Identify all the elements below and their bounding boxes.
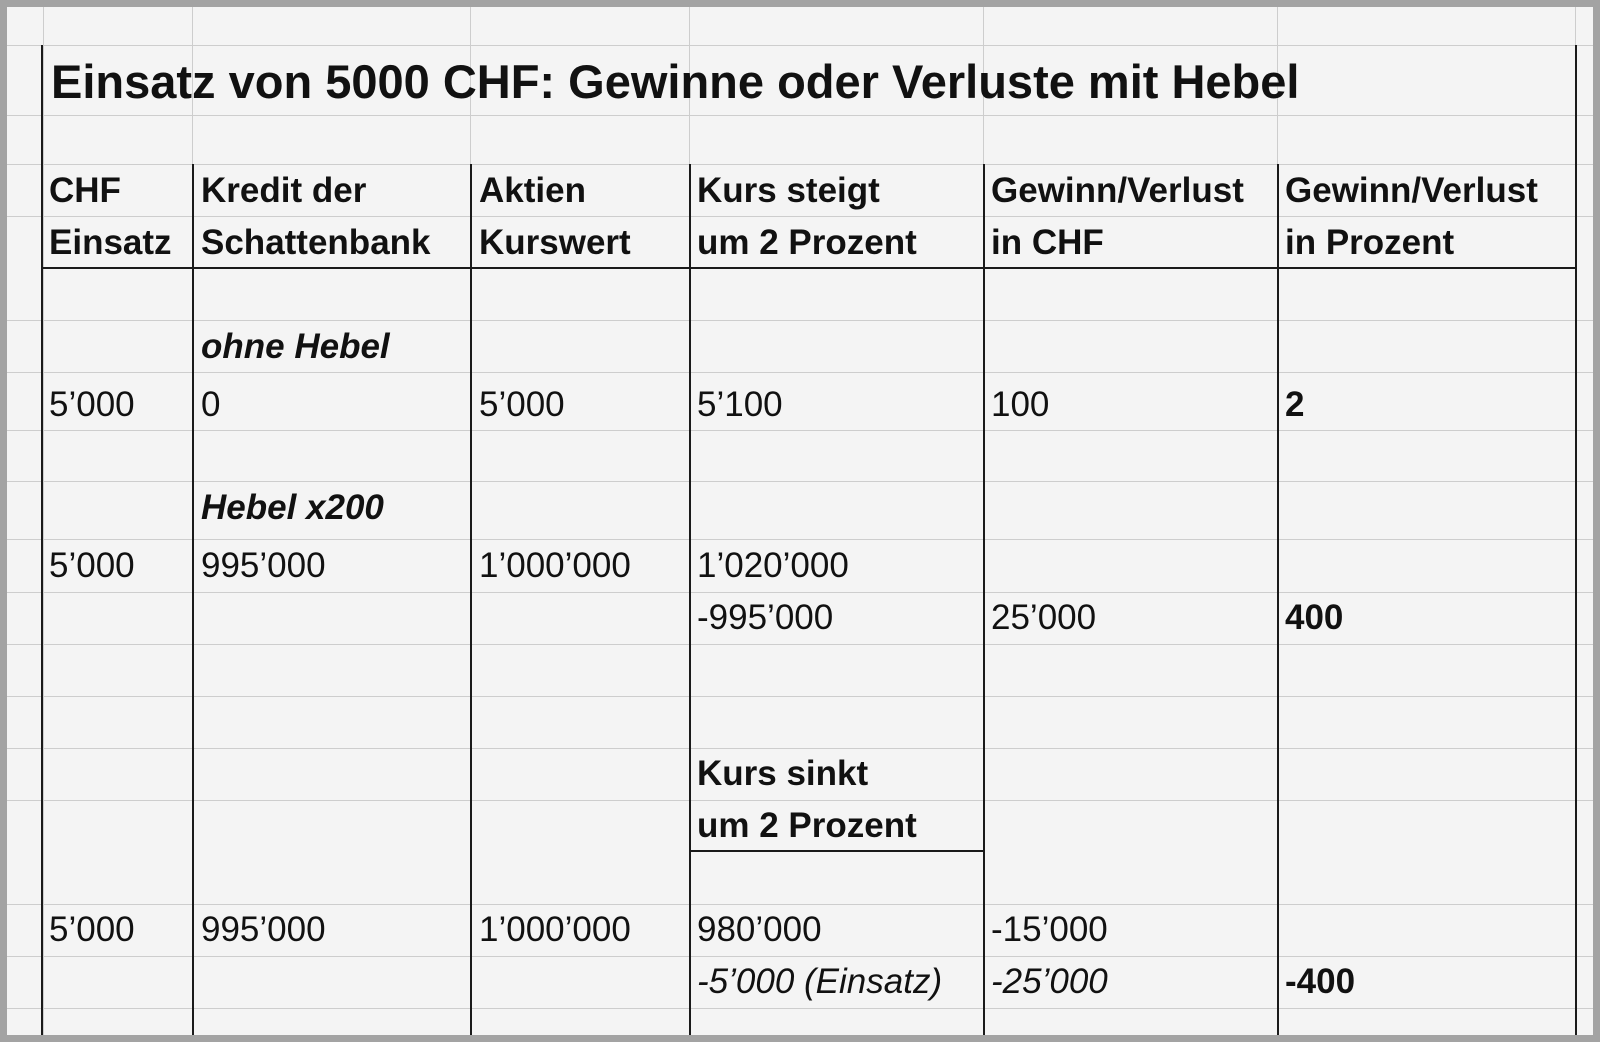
sinkt-verlust-prozent: -400 (1285, 962, 1356, 1001)
header-kredit-line1: Kredit der (201, 171, 367, 210)
table-border (192, 164, 194, 1042)
sinkt-header-line2: um 2 Prozent (697, 806, 917, 845)
hebel-gewinn-chf: 25’000 (991, 598, 1097, 637)
header-aktien-line1: Aktien (479, 171, 586, 210)
sinkt-kurs: 980’000 (697, 910, 822, 949)
ohne-kurs: 5’100 (697, 385, 783, 424)
grid-line (7, 1008, 1600, 1009)
header-kredit-line2: Schattenbank (201, 223, 431, 262)
grid-line (7, 45, 1600, 46)
grid-line (7, 696, 1600, 697)
table-border (1575, 45, 1577, 1042)
table-border (470, 164, 472, 1042)
ohne-einsatz: 5’000 (49, 385, 135, 424)
hebel-einsatz: 5’000 (49, 546, 135, 585)
table-border (41, 45, 43, 1042)
grid-line (7, 430, 1600, 431)
grid-line (7, 644, 1600, 645)
header-chf-line1: Gewinn/Verlust (991, 171, 1244, 210)
sinkt-einsatz: 5’000 (49, 910, 135, 949)
sinkt-total-verlust-chf: -25’000 (991, 962, 1108, 1001)
hebel-aktien: 1’000’000 (479, 546, 631, 585)
ohne-gewinn-prozent: 2 (1285, 385, 1305, 424)
hebel-kredit: 995’000 (201, 546, 326, 585)
section-label-ohne-hebel: ohne Hebel (201, 327, 390, 366)
header-kurs-line1: Kurs steigt (697, 171, 880, 210)
header-aktien-line2: Kurswert (479, 223, 631, 262)
table-border (1277, 164, 1279, 1042)
header-einsatz-line1: CHF (49, 171, 121, 210)
ohne-aktien: 5’000 (479, 385, 565, 424)
sinkt-verlust-chf: -15’000 (991, 910, 1108, 949)
sinkt-aktien: 1’000’000 (479, 910, 631, 949)
page-title: Einsatz von 5000 CHF: Gewinne oder Verluste mit Hebel (51, 55, 1300, 108)
header-prozent-line2: in Prozent (1285, 223, 1455, 262)
sinkt-einsatz-abzug: -5’000 (Einsatz) (697, 962, 943, 1001)
sinkt-kredit: 995’000 (201, 910, 326, 949)
section-label-hebel: Hebel x200 (201, 488, 384, 527)
sinkt-header-line1: Kurs sinkt (697, 754, 869, 793)
ohne-gewinn-chf: 100 (991, 385, 1050, 424)
hebel-gewinn-prozent: 400 (1285, 598, 1344, 637)
header-prozent-line1: Gewinn/Verlust (1285, 171, 1538, 210)
header-einsatz-line2: Einsatz (49, 223, 172, 262)
ohne-kredit: 0 (201, 385, 221, 424)
hebel-kurs: 1’020’000 (697, 546, 849, 585)
table-border (689, 164, 691, 1042)
hebel-kredit-abzug: -995’000 (697, 598, 834, 637)
header-kurs-line2: um 2 Prozent (697, 223, 917, 262)
header-chf-line2: in CHF (991, 223, 1104, 262)
grid-line (43, 7, 44, 1042)
table-border (983, 164, 985, 1042)
